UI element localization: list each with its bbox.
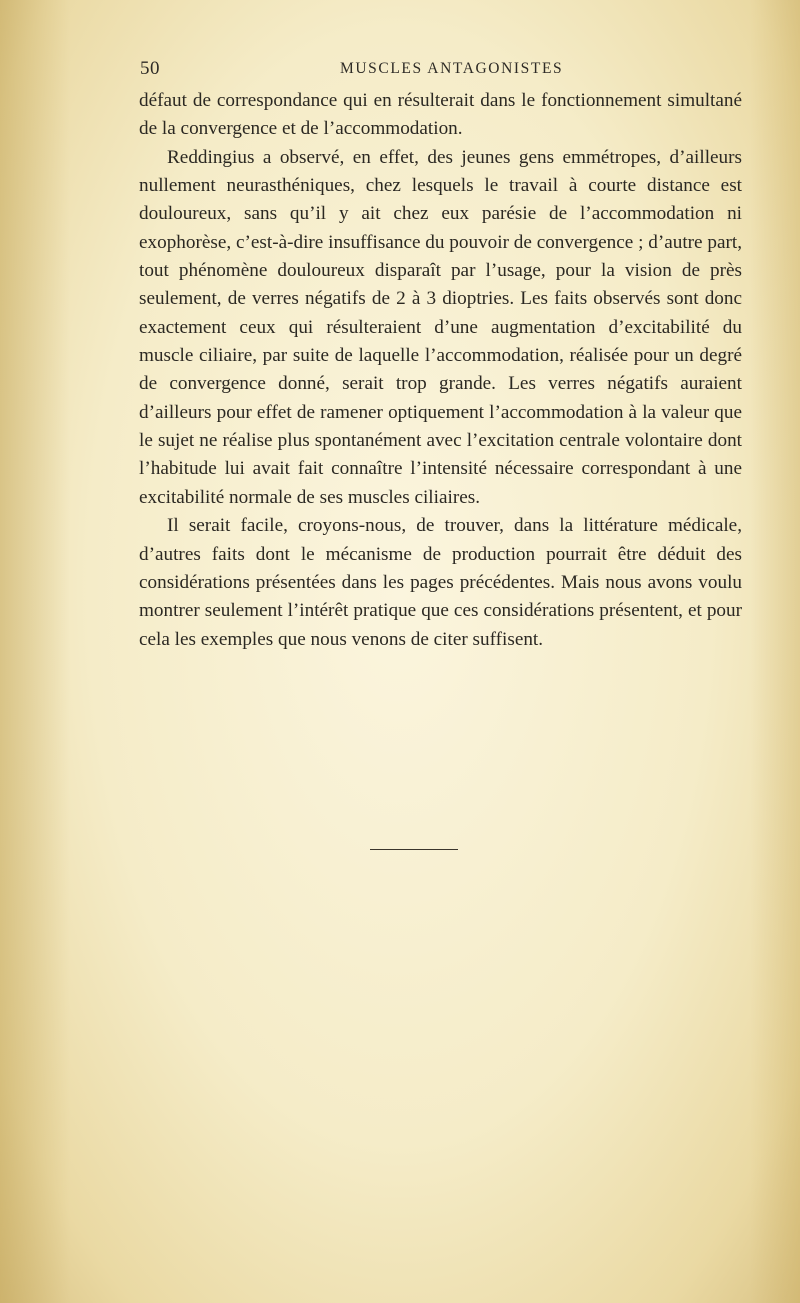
page-number: 50	[140, 58, 160, 79]
page-header	[140, 58, 740, 84]
paragraph-continued: défaut de correspondance qui en résulterait dans le fonctionnement simultané de la convergence et de l’accommodation.	[139, 90, 742, 140]
page-edge-shading-left	[0, 0, 70, 1303]
running-head: MUSCLES ANTAGONISTES	[340, 60, 564, 77]
page-edge-shading-right	[750, 0, 800, 1303]
paragraph-conclusion: Il serait facile, croyons-nous, de trouver, dans la littérature médicale, d’autres faits dont le mécanisme de production pourrait être déduit des considérations présentées dans les pages précédentes. Mais nous avons voulu montrer seulement l’intérêt pratique que ces considérations présentent, et pour cela les exemples que nous venons de citer suffisent.	[139, 515, 742, 650]
section-end-rule	[370, 849, 458, 850]
paragraph-reddingius: Reddingius a observé, en effet, des jeunes gens emmétropes, d’ailleurs nullement neurasthéniques, chez lesquels le travail à courte distance est douloureux, sans qu’il y ait chez eux parésie de l’accommodation ni exophorèse, c’est-à-dire insuffisance du pouvoir de convergence ; d’autre part, tout phénomène douloureux disparaît par l’usage, pour la vision de près seulement, de verres négatifs de 2 à 3 dioptries. Les faits observés sont donc exactement ceux qui résulteraient d’une augmentation d’excitabilité du muscle ciliaire, par suite de laquelle l’accommodation, réalisée pour un degré de convergence donné, serait trop grande. Les verres négatifs auraient d’ailleurs pour effet de ramener optiquement l’accommodation à la valeur que le sujet ne réalise plus spontanément avec l’excitation centrale volontaire dont l’habitude lui avait fait connaître l’intensité nécessaire correspondant à une excitabilité normale de ses muscles ciliaires.	[139, 146, 742, 508]
body-text	[139, 87, 742, 654]
